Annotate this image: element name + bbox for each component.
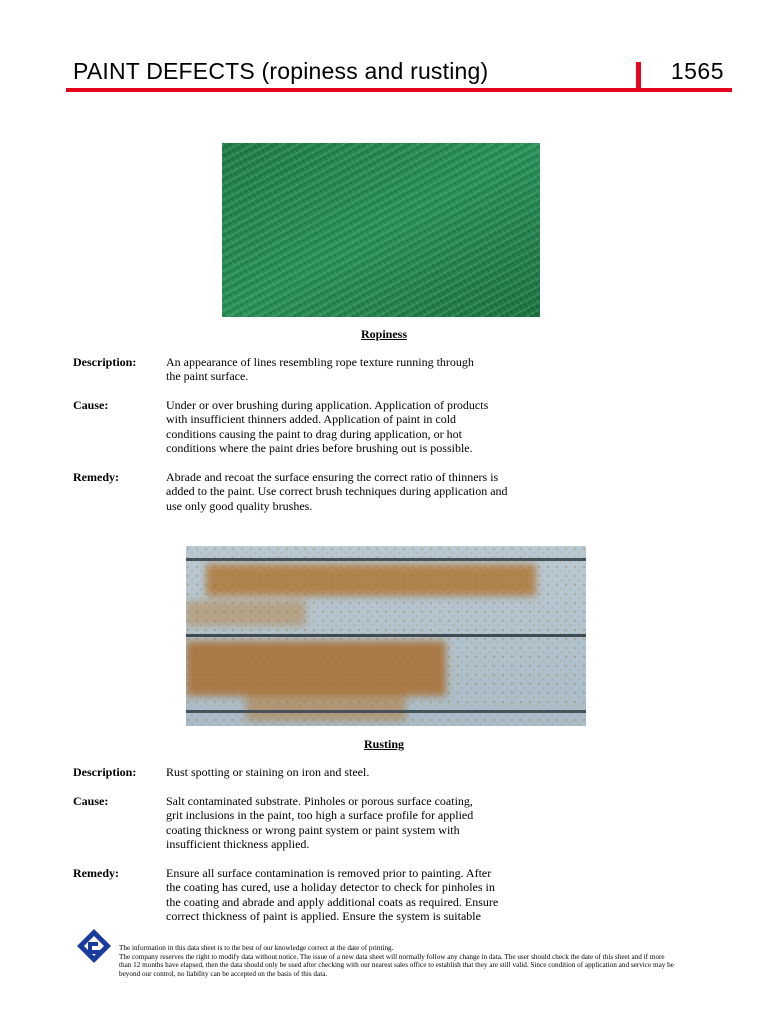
ropiness-photo — [222, 143, 540, 317]
field-label: Remedy: — [73, 470, 119, 484]
field-text: Salt contaminated substrate. Pinholes or porous surface coating, grit inclusions in the paint, too high a surface profile for applied coating thickness or wrong paint system or paint system with insufficient thickness applied. — [166, 794, 474, 852]
field-label: Description: — [73, 355, 137, 369]
company-logo-icon — [76, 928, 112, 964]
field-text: Rust spotting or staining on iron and steel. — [166, 765, 370, 779]
field-text: An appearance of lines resembling rope texture running through the paint surface. — [166, 355, 474, 384]
header-tick-mark — [636, 62, 641, 90]
ropiness-caption: Ropiness — [360, 327, 407, 341]
field-text: Ensure all surface contamination is removed prior to painting. After the coating has cured, use a holiday detector to check for pinholes in the coating and abrade and apply additional coats as required. Ensure correct thickness of paint is applied. Ensure the system is suitable — [166, 866, 499, 924]
field-label: Cause: — [73, 398, 109, 412]
page-title: PAINT DEFECTS (ropiness and rusting) — [73, 58, 489, 84]
rusting-caption: Rusting — [363, 737, 404, 751]
field-label: Cause: — [73, 794, 109, 808]
field-text: Under or over brushing during application. Application of products with insufficient thinners added. Application of paint in cold conditions causing the paint to drag during application, or hot conditions where the paint dries before brushing out is possible. — [166, 398, 489, 456]
field-text: Abrade and recoat the surface ensuring the correct ratio of thinners is added to the paint. Use correct brush techniques during application and use only good quality brushes. — [166, 470, 508, 513]
header-rule — [66, 88, 732, 92]
footer-disclaimer: The information in this data sheet is to the best of our knowledge correct at the date of printing. The company reserves the right to modify data without notice. The issue of a new data sheet will normally follow any change in data. The user should check the date of this sheet and if more than 12 months have elapsed, then the data should only be used after checking with our nearest sales office to establish that they are still valid. Since condition of application and service may be beyond our control, no liability can be accepted on the basis of this data. — [119, 944, 674, 978]
field-label: Remedy: — [73, 866, 119, 880]
field-label: Description: — [73, 765, 137, 779]
rusting-photo — [186, 546, 586, 726]
sheet-number: 1565 — [670, 58, 724, 84]
